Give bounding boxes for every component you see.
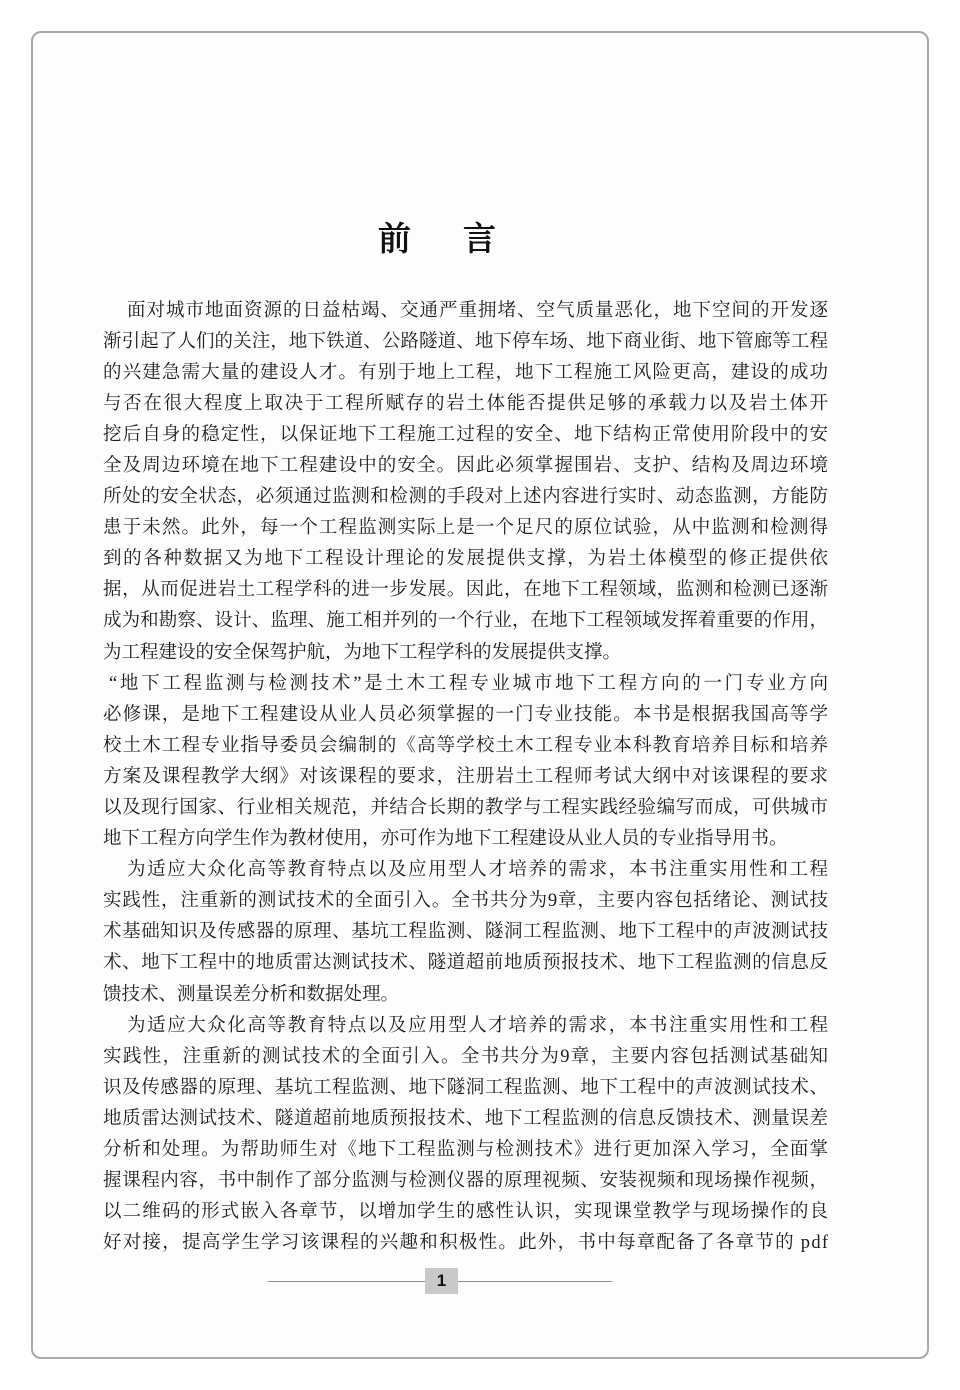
text-line: 全及周边环境在地下工程建设中的安全。因此必须掌握围岩、支护、结构及周边环境 <box>103 455 830 476</box>
page-title: 前言 <box>378 222 548 258</box>
text-line: 识及传感器的原理、基坑工程监测、地下隧洞工程监测、地下工程中的声波测试技术、 <box>103 1077 829 1098</box>
text-line: “地下工程监测与检测技术”是土木工程专业城市地下工程方向的一门专业方向 <box>109 673 831 694</box>
text-line: 实践性，注重新的测试技术的全面引入。全书共分为9章，主要内容包括测试基础知 <box>103 1046 830 1067</box>
footer-rule-left <box>268 1281 425 1282</box>
text-line: 的兴建急需大量的建设人才。有别于地上工程，地下工程施工风险更高，建设的成功 <box>103 362 830 383</box>
text-line: 分析和处理。为帮助师生对《地下工程监测与检测技术》进行更加深入学习，全面掌 <box>103 1140 830 1161</box>
paragraph <box>103 669 831 856</box>
text-line: 为适应大众化高等教育特点以及应用型人才培养的需求，本书注重实用性和工程 <box>127 860 830 881</box>
text-line: 地下工程方向学生作为教材使用，亦可作为地下工程建设从业人员的专业指导用书。 <box>103 829 788 850</box>
text-line: 方案及课程教学大纲》对该课程的要求，注册岩土工程师考试大纲中对该课程的要求 <box>103 766 830 787</box>
text-line: 术、地下工程中的地质雷达测试技术、隧道超前地质预报技术、地下工程监测的信息反 <box>103 953 829 974</box>
preface-body <box>103 296 831 1260</box>
text-line: 与否在很大程度上取决于工程所赋存的岩土体能否提供足够的承载力以及岩土体开 <box>103 393 830 414</box>
text-line: 为工程建设的安全保驾护航，为地下工程学科的发展提供支撑。 <box>103 642 622 663</box>
text-line: 面对城市地面资源的日益枯竭、交通严重拥堵、空气质量恶化，地下空间的开发逐 <box>127 300 829 321</box>
text-line: 挖后自身的稳定性，以保证地下工程施工过程的安全、地下结构正常使用阶段中的安 <box>103 424 830 445</box>
text-line: 地质雷达测试技术、隧道超前地质预报技术、地下工程监测的信息反馈技术、测量误差 <box>103 1108 829 1129</box>
text-line: 渐引起了人们的关注，地下铁道、公路隧道、地下停车场、地下商业街、地下管廊等工程 <box>103 331 829 352</box>
page-number: 1 <box>425 1268 458 1294</box>
paragraph <box>103 296 828 669</box>
paragraph <box>103 855 828 1010</box>
text-line: 以及现行国家、行业相关规范，并结合长期的教学与工程实践经验编写而成，可供城市 <box>103 798 829 818</box>
text-line: 实践性，注重新的测试技术的全面引入。全书共分为9章，主要内容包括绪论、测试技 <box>103 891 829 912</box>
text-line: 成为和勘察、设计、监理、施工相并列的一个行业，在地下工程领域发挥着重要的作用， <box>103 611 829 632</box>
paragraph <box>103 1011 828 1260</box>
text-line: 术基础知识及传感器的原理、基坑工程监测、隧洞工程监测、地下工程中的声波测试技 <box>103 922 829 943</box>
text-line: 到的各种数据又为地下工程设计理论的发展提供支撑，为岩土体模型的修正提供依 <box>103 549 830 570</box>
text-line: 以二维码的形式嵌入各章节，以增加学生的感性认识，实现课堂教学与现场操作的良 <box>103 1202 830 1223</box>
text-line: 握课程内容，书中制作了部分监测与检测仪器的原理视频、安装视频和现场操作视频， <box>103 1171 829 1192</box>
text-line: 必修课，是地下工程建设从业人员必须掌握的一门专业技能。本书是根据我国高等学 <box>103 704 830 725</box>
text-line: 据，从而促进岩土工程学科的进一步发展。因此，在地下工程领域，监测和检测已逐渐 <box>103 580 829 601</box>
text-line: 患于未然。此外，每一个工程监测实际上是一个足尺的原位试验，从中监测和检测得 <box>103 518 830 539</box>
text-line: 所处的安全状态，必须通过监测和检测的手段对上述内容进行实时、动态监测，方能防 <box>103 487 829 508</box>
page-number-footer <box>0 1268 960 1294</box>
text-line: 好对接，提高学生学习该课程的兴趣和积极性。此外，书中每章配备了各章节的 pdf <box>103 1233 830 1254</box>
text-line: 校土木工程专业指导委员会编制的《高等学校土木工程专业本科教育培养目标和培养 <box>103 735 830 756</box>
text-line: 为适应大众化高等教育特点以及应用型人才培养的需求，本书注重实用性和工程 <box>127 1015 830 1036</box>
text-line: 馈技术、测量误差分析和数据处理。 <box>103 984 400 1005</box>
footer-rule-right <box>458 1281 612 1282</box>
